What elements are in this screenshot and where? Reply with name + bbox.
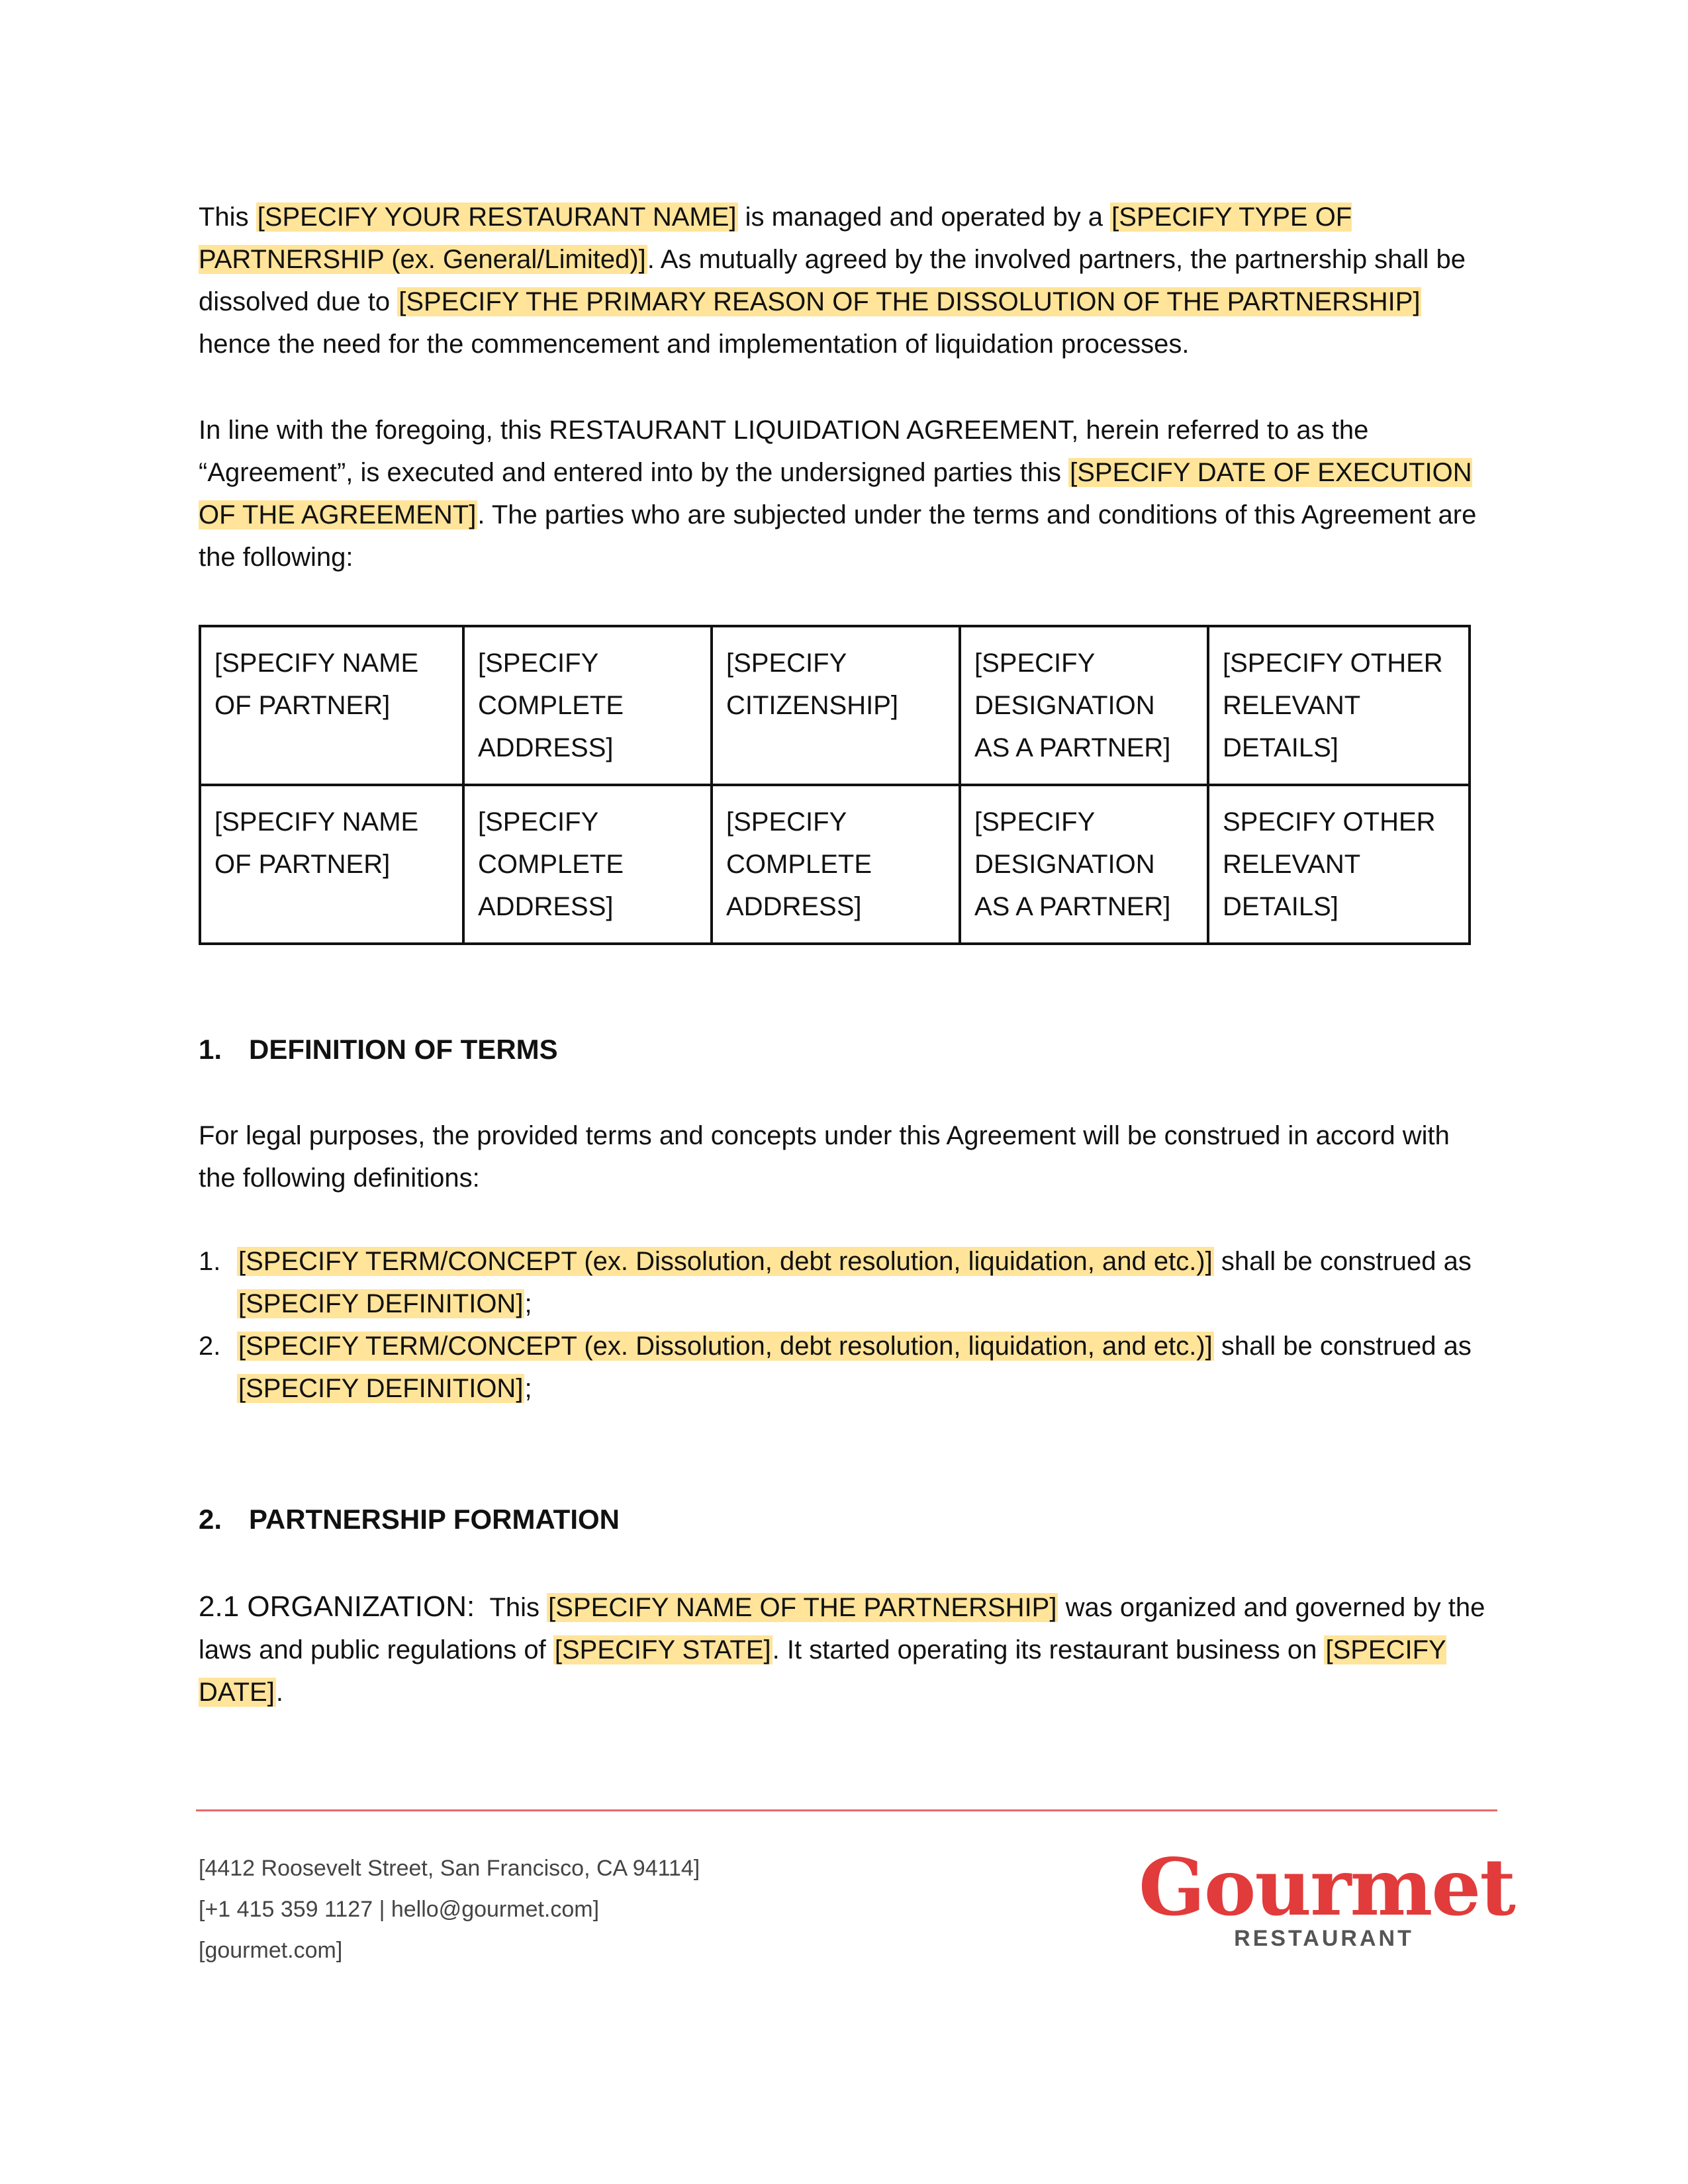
text: In line with the foregoing, this RESTAURANT LIQUIDATION AGREEMENT, herein referred to as the “Agreement”, is executed and entered into by the undersigned parties this bbox=[199, 416, 1369, 487]
placeholder-definition: [SPECIFY DEFINITION] bbox=[238, 1374, 524, 1403]
text: was organized and governed by the laws and public regulations of bbox=[199, 1593, 1485, 1664]
table-row bbox=[200, 626, 1470, 785]
table-cell: [SPECIFY COMPLETE ADDRESS] bbox=[463, 785, 712, 944]
table-cell: [SPECIFY NAME OF PARTNER] bbox=[200, 626, 463, 785]
section-number: 1. bbox=[199, 1034, 222, 1065]
footer-address: [4412 Roosevelt Street, San Francisco, CA 94114] bbox=[199, 1856, 700, 1881]
placeholder-partnership-type: [SPECIFY TYPE OF PARTNERSHIP (ex. General/Limited)] bbox=[199, 203, 1352, 274]
text: . As mutually agreed by the involved partners, the partnership shall be dissolved due to bbox=[199, 245, 1466, 316]
definitions-intro: For legal purposes, the provided terms and concepts under this Agreement will be construed in accord with the following definitions: bbox=[199, 1121, 1450, 1193]
table-cell: [SPECIFY DESIGNATION AS A PARTNER] bbox=[960, 626, 1208, 785]
text: ; bbox=[524, 1289, 532, 1318]
table-cell: [SPECIFY COMPLETE ADDRESS] bbox=[463, 626, 712, 785]
text: This bbox=[489, 1593, 547, 1622]
text: shall be construed as bbox=[1213, 1247, 1472, 1276]
section-title: PARTNERSHIP FORMATION bbox=[249, 1504, 620, 1535]
text: is managed and operated by a bbox=[737, 203, 1111, 232]
section-1-heading bbox=[199, 1030, 558, 1069]
section-number: 2. bbox=[199, 1504, 222, 1535]
list-number: 1. bbox=[199, 1247, 221, 1276]
logo-subtitle: RESTAURANT bbox=[1234, 1926, 1414, 1951]
table-row bbox=[200, 785, 1470, 944]
footer-phone-email: [+1 415 359 1127 | hello@gourmet.com] bbox=[199, 1897, 600, 1922]
table-cell: SPECIFY OTHER RELEVANT DETAILS] bbox=[1208, 785, 1470, 944]
text: This bbox=[199, 203, 256, 232]
placeholder-definition: [SPECIFY DEFINITION] bbox=[238, 1289, 524, 1318]
execution-paragraph bbox=[199, 409, 1489, 578]
footer-website: [gourmet.com] bbox=[199, 1938, 343, 1963]
text: . It started operating its restaurant business on bbox=[772, 1635, 1325, 1664]
text: shall be construed as bbox=[1213, 1332, 1472, 1361]
list-item bbox=[199, 1325, 1489, 1410]
table-cell: [SPECIFY CITIZENSHIP] bbox=[712, 626, 960, 785]
text: hence the need for the commencement and implementation of liquidation processes. bbox=[199, 330, 1190, 359]
text: ; bbox=[524, 1374, 532, 1403]
placeholder-partnership-name: [SPECIFY NAME OF THE PARTNERSHIP] bbox=[548, 1593, 1057, 1622]
section-title: DEFINITION OF TERMS bbox=[249, 1034, 558, 1065]
footer-divider bbox=[196, 1809, 1497, 1811]
table-cell: [SPECIFY OTHER RELEVANT DETAILS] bbox=[1208, 626, 1470, 785]
placeholder-term: [SPECIFY TERM/CONCEPT (ex. Dissolution, debt resolution, liquidation, and etc.)] bbox=[238, 1332, 1213, 1361]
placeholder-state: [SPECIFY STATE] bbox=[554, 1635, 771, 1664]
table-cell: [SPECIFY NAME OF PARTNER] bbox=[200, 785, 463, 944]
text: . The parties who are subjected under the terms and conditions of this Agreement are the following: bbox=[199, 500, 1477, 572]
partners-table bbox=[199, 625, 1471, 945]
text: . bbox=[275, 1678, 283, 1707]
list-number: 2. bbox=[199, 1332, 221, 1361]
subsection-label: 2.1 ORGANIZATION: bbox=[199, 1590, 475, 1623]
organization-paragraph bbox=[199, 1586, 1489, 1713]
gourmet-logo bbox=[1139, 1841, 1515, 1952]
intro-paragraph bbox=[199, 196, 1489, 365]
table-cell: [SPECIFY COMPLETE ADDRESS] bbox=[712, 785, 960, 944]
placeholder-term: [SPECIFY TERM/CONCEPT (ex. Dissolution, debt resolution, liquidation, and etc.)] bbox=[238, 1247, 1213, 1276]
placeholder-execution-date: [SPECIFY DATE OF EXECUTION OF THE AGREEMENT] bbox=[199, 458, 1472, 529]
definitions-list bbox=[199, 1240, 1489, 1410]
placeholder-restaurant-name: [SPECIFY YOUR RESTAURANT NAME] bbox=[257, 203, 737, 232]
list-item bbox=[199, 1240, 1489, 1325]
logo-wordmark: Gourmet bbox=[1139, 1841, 1515, 1933]
placeholder-dissolution-reason: [SPECIFY THE PRIMARY REASON OF THE DISSOLUTION OF THE PARTNERSHIP] bbox=[399, 287, 1421, 316]
section-2-heading bbox=[199, 1500, 620, 1539]
table-cell: [SPECIFY DESIGNATION AS A PARTNER] bbox=[960, 785, 1208, 944]
footer-contact bbox=[199, 1848, 700, 1971]
placeholder-date: [SPECIFY DATE] bbox=[199, 1635, 1446, 1707]
